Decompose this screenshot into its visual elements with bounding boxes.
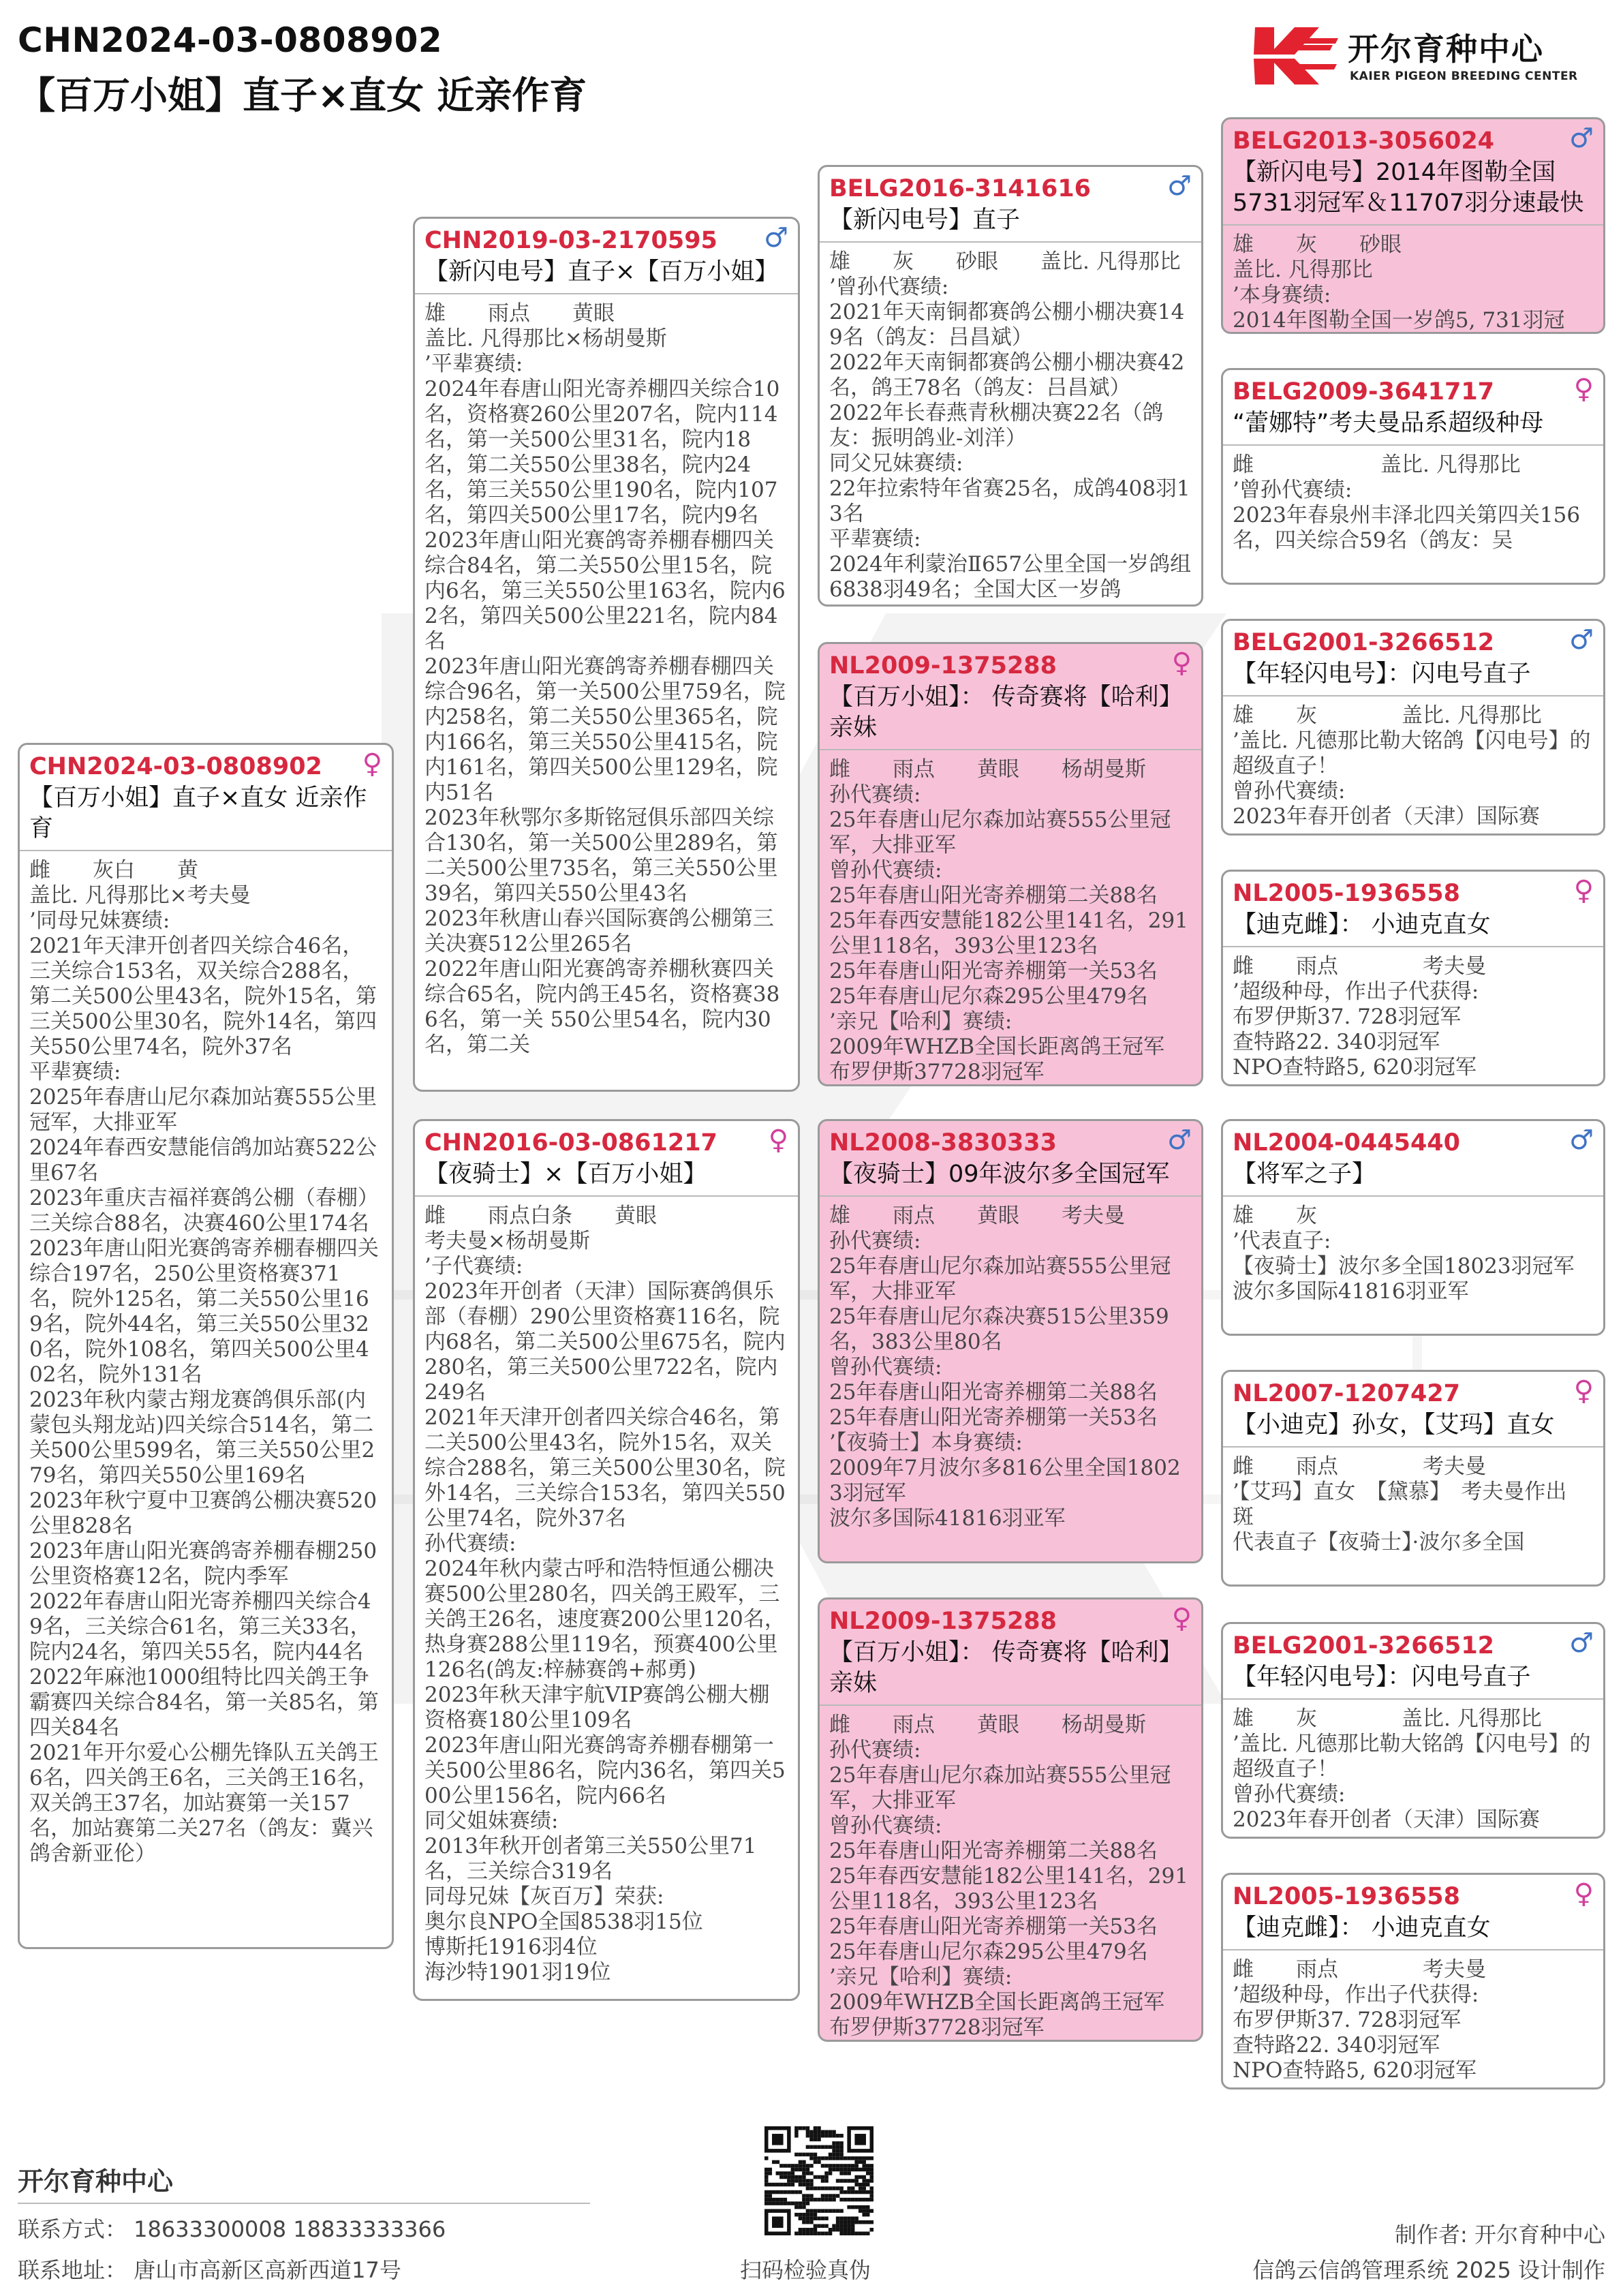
ring-number[interactable]: NL2009-1375288	[829, 652, 1057, 679]
detail-line: 2021年天南铜都赛鸽公棚小棚决赛149名（鸽友：吕昌斌）	[829, 300, 1185, 350]
card-header	[1223, 1624, 1603, 1700]
detail-line: 曾孙代赛绩:	[829, 858, 942, 883]
detail-line: 波尔多国际41816羽亚军	[829, 1506, 1066, 1531]
card-details	[1223, 947, 1603, 1080]
bird-name: 【将军之子】	[1233, 1161, 1376, 1188]
detail-line: ’曾孙代赛绩:	[1233, 478, 1352, 502]
card-header	[415, 1121, 798, 1197]
bird-name: 【夜骑士】09年波尔多全国冠军	[829, 1161, 1170, 1188]
detail-line: 2023年秋唐山春兴国际赛鸽公棚第三关决赛512公里265名	[424, 906, 774, 956]
card-header	[20, 745, 392, 851]
detail-line: 2022年唐山阳光赛鸽寄养棚秋赛四关综合65名，院内鸽王45名，资格赛386名，第一关 550公里54名，院内30名，第二关	[424, 957, 780, 1057]
card-header	[820, 644, 1201, 750]
detail-line: 2022年长春燕青秋棚决赛22名（鸽友：振明鸽业-刘洋）	[829, 401, 1164, 450]
detail-line: 2024年春西安慧能信鸽加站赛522公里67名	[29, 1135, 377, 1185]
brand-name-en: KAIER PIGEON BREEDING CENTER	[1350, 70, 1578, 83]
detail-line: 25年春唐山尼尔森加站赛555公里冠军，大排亚军	[829, 1254, 1171, 1304]
detail-line: 曾孙代赛绩:	[1233, 779, 1346, 803]
detail-line: 25年春唐山尼尔森295公里479名	[829, 984, 1148, 1009]
card-details	[1223, 1700, 1603, 1833]
detail-line: 查特路22. 340羽冠军	[1233, 2033, 1440, 2057]
detail-line: 2024年春唐山阳光寄养棚四关综合10名，资格赛260公里207名，院内114名，第一关500公里31名，院内18名，第二关550公里38名，院内24名，第三关550公里190名，院内107名，第四关500公里17名，院内9名	[424, 377, 780, 527]
card-header	[1223, 370, 1603, 446]
card-details	[415, 294, 798, 1058]
card-details	[1223, 697, 1603, 829]
card-header	[1223, 1121, 1603, 1197]
bird-name: 【年轻闪电号】：闪电号直子	[1233, 660, 1531, 688]
detail-line: 盖比. 凡得那比	[1233, 258, 1373, 282]
bird-name: 【年轻闪电号】：闪电号直子	[1233, 1664, 1531, 1691]
detail-line: 25年春西安慧能182公里141名，291公里118名，393公里123名	[829, 908, 1188, 958]
detail-line: 25年春唐山尼尔森决赛515公里359名，383公里80名	[829, 1304, 1169, 1354]
detail-line: 25年春唐山阳光寄养棚第二关88名	[829, 1380, 1158, 1405]
male-icon: ♂	[1167, 170, 1192, 202]
detail-line: 2013年秋开创者第三关550公里71名，三关综合319名	[424, 1834, 757, 1884]
detail-line: ’超级种母，作出子代获得:	[1233, 979, 1479, 1004]
footer-address: 联系地址： 唐山市高新区高新西道17号	[18, 2257, 401, 2283]
detail-line: 同父兄妹赛绩:	[829, 451, 963, 476]
detail-line: 雌 雨点 考夫曼	[1233, 954, 1486, 979]
ring-number[interactable]: BELG2013-3056024	[1233, 127, 1495, 155]
detail-line: 雌 雨点 考夫曼	[1233, 1957, 1486, 1982]
detail-line: 25年春西安慧能182公里141名，291公里118名，393公里123名	[829, 1864, 1188, 1914]
detail-line: 盖比. 凡得那比×考夫曼	[29, 883, 251, 908]
detail-line: 25年春唐山尼尔森295公里479名	[829, 1940, 1148, 1964]
card-details	[415, 1197, 798, 1985]
ring-number[interactable]: NL2005-1936558	[1233, 1883, 1461, 1910]
detail-line: 雄 灰 砂眼 盖比. 凡得那比	[829, 249, 1181, 274]
detail-line: 雌 雨点白条 黄眼	[424, 1204, 657, 1228]
detail-line: 25年春唐山尼尔森加站赛555公里冠军，大排亚军	[829, 1763, 1171, 1813]
card-details	[1223, 1448, 1603, 1555]
female-icon: ♀	[1171, 1603, 1192, 1634]
detail-line: 2022年天南铜都赛鸽公棚小棚决赛42名，鸽王78名（鸽友：吕昌斌）	[829, 350, 1185, 400]
ring-number[interactable]: NL2008-3830333	[829, 1129, 1057, 1157]
detail-line: 代表直子【夜骑士】·波尔多全国	[1233, 1530, 1525, 1555]
detail-line: 波尔多国际41816羽亚军	[1233, 1279, 1469, 1304]
pedigree-card-dsd	[1221, 1370, 1605, 1587]
detail-line: 布罗伊斯37. 728羽冠军	[1233, 2008, 1462, 2032]
card-header	[820, 1121, 1201, 1197]
pedigree-card-dam-dam	[818, 1597, 1203, 2042]
detail-line: 雄 雨点 黄眼	[424, 301, 615, 326]
female-icon: ♀	[362, 748, 382, 780]
kaier-logo-icon	[1251, 25, 1340, 87]
card-header	[1223, 872, 1603, 947]
card-details	[820, 243, 1201, 602]
detail-line: 雌 灰白 黄	[29, 858, 198, 883]
male-icon: ♂	[764, 222, 788, 254]
detail-line: ’【夜骑士】本身赛绩:	[829, 1430, 1023, 1455]
pedigree-card-dds	[1221, 1622, 1605, 1839]
bird-name: 【夜骑士】×【百万小姐】	[424, 1161, 707, 1188]
detail-line: 盖比. 凡得那比×杨胡曼斯	[424, 326, 667, 351]
bird-name: 【迪克雌】： 小迪克直女	[1233, 911, 1491, 938]
detail-line: 22年拉索特年省赛25名，成鸽408羽13名	[829, 476, 1190, 526]
detail-line: ’曾孙代赛绩:	[829, 275, 949, 299]
detail-line: ’子代赛绩:	[424, 1254, 523, 1279]
female-icon: ♀	[1573, 1375, 1594, 1407]
detail-line: 曾孙代赛绩:	[1233, 1782, 1346, 1807]
detail-line: 曾孙代赛绩:	[829, 1355, 942, 1379]
pedigree-ring-number: CHN2024-03-0808902	[18, 20, 443, 60]
bird-name: 【迪克雌】： 小迪克直女	[1233, 1914, 1491, 1942]
detail-line: 雄 灰	[1233, 1204, 1317, 1228]
card-details	[820, 1197, 1201, 1531]
card-header	[415, 219, 798, 294]
detail-line: 2009年WHZB全国长距离鸽王冠军	[829, 1035, 1165, 1059]
detail-line: 2022年春唐山阳光寄养棚四关综合49名，三关综合61名，第三关33名，院内24名，第四关55名，院内44名	[29, 1589, 371, 1664]
detail-line: ’本身赛绩:	[1233, 283, 1331, 307]
brand-logo	[1251, 20, 1605, 95]
detail-line: 雌 雨点 考夫曼	[1233, 1454, 1486, 1479]
detail-line: 奥尔良NPO全国8538羽15位	[424, 1910, 703, 1934]
detail-line: 布罗伊斯37. 728羽冠军	[1233, 1005, 1462, 1029]
pedigree-card-sire-dam	[818, 642, 1203, 1086]
detail-line: 25年春唐山阳光寄养棚第二关88名	[829, 1839, 1158, 1863]
detail-line: 【夜骑士】波尔多全国18023羽冠军	[1233, 1254, 1575, 1279]
female-icon: ♀	[768, 1124, 788, 1156]
detail-line: 2022年麻池1000组特比四关鸽王争霸赛四关综合84名，第一关85名，第四关84名	[29, 1665, 379, 1740]
card-details	[820, 750, 1201, 1085]
footer-maker: 制作者: 开尔育种中心	[1395, 2222, 1605, 2248]
card-details	[1223, 1197, 1603, 1304]
detail-line: 2023年秋宁夏中卫赛鸽公棚决赛520公里828名	[29, 1488, 377, 1538]
pedigree-card-sss	[1221, 117, 1605, 334]
detail-line: 平辈赛绩:	[29, 1060, 121, 1084]
card-details	[820, 1706, 1201, 2040]
male-icon: ♂	[1569, 1627, 1594, 1659]
detail-line: 曾孙代赛绩:	[829, 1813, 942, 1838]
detail-line: 2023年秋内蒙古翔龙赛鸽俱乐部(内蒙包头翔龙站)四关综合514名，第二关500公里599名，第三关550公里279名，第四关550公里169名	[29, 1388, 375, 1488]
detail-line: 查特路22. 340羽冠军	[1233, 1030, 1440, 1054]
male-icon: ♂	[1569, 624, 1594, 656]
female-icon: ♀	[1573, 373, 1594, 405]
detail-line: 雌 雨点 黄眼 杨胡曼斯	[829, 1713, 1146, 1737]
detail-line: NPO查特路5, 620羽冠军	[1233, 1055, 1477, 1080]
pedigree-card-sdd	[1221, 870, 1605, 1086]
card-details	[20, 851, 392, 1867]
ring-number[interactable]: BELG2016-3141616	[829, 175, 1092, 202]
ring-number[interactable]: NL2009-1375288	[829, 1608, 1057, 1635]
pedigree-card-self	[18, 743, 394, 1949]
ring-number[interactable]: NL2005-1936558	[1233, 880, 1461, 907]
detail-line: 25年春唐山阳光寄养棚第一关53名	[829, 1405, 1158, 1430]
detail-line: 雄 灰 盖比. 凡得那比	[1233, 1706, 1542, 1731]
detail-line: 2024年利蒙治Ⅱ657公里全国一岁鸽组6838羽49名；全国大区一岁鸽	[829, 552, 1192, 602]
detail-line: 2023年唐山阳光赛鸽寄养棚春棚四关综合96名，第一关500公里759名，院内258名，第二关550公里365名，院内166名，第三关550公里415名，院内161名，第四关500公里129名，院内51名	[424, 654, 786, 805]
card-header	[1223, 621, 1603, 697]
detail-line: 25年春唐山阳光寄养棚第一关53名	[829, 1914, 1158, 1939]
pedigree-card-dss	[1221, 1119, 1605, 1336]
bird-name: 【百万小姐】： 传奇赛将【哈利】亲妹	[829, 1639, 1183, 1697]
female-icon: ♀	[1573, 1878, 1594, 1910]
ring-number[interactable]: BELG2009-3641717	[1233, 378, 1495, 405]
male-icon: ♂	[1167, 1124, 1192, 1156]
detail-line: 2023年秋天津宇航VIP赛鸽公棚大棚资格赛180公里109名	[424, 1683, 770, 1732]
detail-line: 博斯托1916羽4位	[424, 1935, 598, 1959]
detail-line: 25年春唐山尼尔森加站赛555公里冠军，大排亚军	[829, 808, 1171, 857]
detail-line: 2021年天津开创者四关综合46名，三关综合153名，双关综合288名，第二关500公里43名，院外15名，第三关500公里30名，院外14名，第四关550公里74名，院外37名	[29, 934, 377, 1059]
detail-line: 雄 灰 砂眼	[1233, 232, 1402, 257]
detail-line: 25年春唐山阳光寄养棚第一关53名	[829, 959, 1158, 983]
bird-name: 【新闪电号】直子	[829, 206, 1021, 234]
detail-line: 同母兄妹【灰百万】荣获:	[424, 1884, 664, 1909]
detail-line: 孙代赛绩:	[424, 1531, 516, 1556]
ring-number[interactable]: BELG2001-3266512	[1233, 1632, 1495, 1659]
bird-name: 【新闪电号】直子×【百万小姐】	[424, 258, 779, 286]
detail-line: 平辈赛绩:	[829, 527, 921, 551]
ring-number[interactable]: CHN2024-03-0808902	[29, 753, 322, 780]
detail-line: ’平辈赛绩:	[424, 352, 523, 376]
detail-line: 考夫曼×杨胡曼斯	[424, 1229, 590, 1253]
detail-line: 孙代赛绩:	[829, 782, 921, 807]
detail-line: 2023年春开创者（天津）国际赛	[1233, 1807, 1540, 1832]
detail-line: 2014年图勒全国一岁鸽5, 731羽冠	[1233, 308, 1565, 333]
male-icon: ♂	[1569, 123, 1594, 154]
detail-line: ’【艾玛】直女 【黛慕】 考夫曼作出 斑	[1233, 1480, 1588, 1529]
card-header	[1223, 1875, 1603, 1950]
bird-name: 【百万小姐】直子×直女 近亲作育	[29, 784, 367, 842]
detail-line: 孙代赛绩:	[829, 1229, 921, 1253]
detail-line: 2023年唐山阳光赛鸽寄养棚春棚四关综合197名，250公里资格赛371名，院外125名，第二关550公里169名，院外44名，第三关550公里320名，院外108名，第四关500公里402名，院外131名	[29, 1236, 379, 1387]
male-icon: ♂	[1569, 1124, 1594, 1156]
ring-number[interactable]: NL2007-1207427	[1233, 1380, 1461, 1407]
footer-org-name: 开尔育种中心	[18, 2167, 174, 2196]
verification-qr-code[interactable]	[764, 2126, 874, 2235]
card-header	[1223, 1372, 1603, 1448]
footer-phone: 联系方式： 18633300008 18833333366	[18, 2216, 446, 2242]
detail-line: 2024年秋内蒙古呼和浩特恒通公棚决赛500公里280名，四关鸽王殿军，三关鸽王26名，速度赛200公里120名，热身赛288公里119名，预赛400公里126名(鸽友:梓赫赛鸽+郝勇)	[424, 1557, 786, 1682]
detail-line: 雄 灰 盖比. 凡得那比	[1233, 703, 1542, 728]
detail-line: 2025年春唐山尼尔森加站赛555公里冠军，大排亚军	[29, 1085, 377, 1135]
female-icon: ♀	[1573, 875, 1594, 906]
ring-number[interactable]: NL2004-0445440	[1233, 1129, 1461, 1157]
pedigree-card-dam-sire	[818, 1119, 1203, 1563]
detail-line: 2023年重庆吉福祥赛鸽公棚（春棚）三关综合88名，决赛460公里174名	[29, 1186, 379, 1236]
detail-line: ’盖比. 凡德那比勒大铭鸽【闪电号】的超级直子！	[1233, 1732, 1591, 1781]
detail-line: 2023年唐山阳光赛鸽寄养棚春棚四关综合84名，第二关550公里15名，院内6名，第三关550公里163名，院内62名，第四关500公里221名，院内84名	[424, 528, 786, 654]
ring-number[interactable]: CHN2019-03-2170595	[424, 227, 717, 254]
detail-line: 孙代赛绩:	[829, 1738, 921, 1762]
ring-number[interactable]: BELG2001-3266512	[1233, 629, 1495, 656]
detail-line: 2021年天津开创者四关综合46名，第二关500公里43名，院外15名，双关综合288名，第三关500公里30名，院外14名，三关综合153名，第四关550公里74名，院外37名	[424, 1405, 786, 1531]
detail-line: 2023年开创者（天津）国际赛鸽俱乐部（春棚）290公里资格赛116名，院内68名，第二关500公里675名，院内280名，第三关500公里722名，院内249名	[424, 1279, 786, 1405]
detail-line: 雌 盖比. 凡得那比	[1233, 453, 1521, 477]
pedigree-card-ddd	[1221, 1873, 1605, 2090]
female-icon: ♀	[1171, 647, 1192, 679]
pedigree-card-sds	[1221, 619, 1605, 836]
detail-line: 2009年WHZB全国长距离鸽王冠军	[829, 1990, 1165, 2015]
card-header	[820, 1599, 1201, 1706]
detail-line: 2023年唐山阳光赛鸽寄养棚春棚250公里资格赛12名，院内季军	[29, 1539, 377, 1589]
detail-line: ’代表直子:	[1233, 1229, 1331, 1253]
detail-line: 雌 雨点 黄眼 杨胡曼斯	[829, 757, 1146, 782]
bird-name: “蕾娜特”考夫曼品系超级种母	[1233, 410, 1544, 437]
pedigree-title: 【百万小姐】直子×直女 近亲作育	[18, 74, 587, 117]
pedigree-card-sire-sire	[818, 165, 1203, 607]
footer-divider	[18, 2203, 590, 2204]
pedigree-card-ssd	[1221, 368, 1605, 585]
detail-line: 同父姐妹赛绩:	[424, 1809, 559, 1833]
card-details	[1223, 1950, 1603, 2083]
detail-line: NPO查特路5, 620羽冠军	[1233, 2058, 1477, 2083]
detail-line: 海沙特1901羽19位	[424, 1960, 611, 1985]
detail-line: 布罗伊斯37728羽冠军	[829, 2015, 1045, 2040]
detail-line: 雄 雨点 黄眼 考夫曼	[829, 1204, 1125, 1228]
brand-name-cn: 开尔育种中心	[1348, 31, 1544, 67]
detail-line: 2023年唐山阳光赛鸽寄养棚春棚第一关500公里86名，院内36名，第四关500公里156名，院内66名	[424, 1733, 786, 1808]
card-details	[1223, 446, 1603, 553]
footer-system: 信鸽云信鸽管理系统 2025 设计制作	[1252, 2257, 1605, 2283]
detail-line: ’亲兄【哈利】赛绩:	[829, 1965, 1013, 1989]
detail-line: ’超级种母，作出子代获得:	[1233, 1983, 1479, 2007]
qr-label: 扫码检验真伪	[740, 2257, 871, 2283]
card-details	[1223, 226, 1603, 333]
card-header	[1223, 119, 1603, 226]
detail-line: 2021年开尔爱心公棚先锋队五关鸽王6名，四关鸽王6名，三关鸽王16名，双关鸽王37名，加站赛第一关157名，加站赛第二关27名（鸽友：冀兴鸽舍新亚伦）	[29, 1741, 379, 1866]
detail-line: ’同母兄妹赛绩:	[29, 908, 170, 933]
pedigree-card-dam	[413, 1119, 800, 2001]
bird-name: 【新闪电号】2014年图勒全国5731羽冠军＆11707羽分速最快	[1233, 159, 1584, 217]
ring-number[interactable]: CHN2016-03-0861217	[424, 1129, 717, 1157]
detail-line: 2023年秋鄂尔多斯铭冠俱乐部四关综合130名，第一关500公里289名，第二关500公里735名，第三关550公里39名，第四关550公里43名	[424, 806, 778, 906]
detail-line: 2023年春开创者（天津）国际赛	[1233, 804, 1540, 829]
detail-line: ’盖比. 凡德那比勒大铭鸽【闪电号】的超级直子！	[1233, 729, 1591, 778]
pedigree-card-sire	[413, 217, 800, 1092]
bird-name: 【百万小姐】： 传奇赛将【哈利】亲妹	[829, 684, 1183, 741]
detail-line: 25年春唐山阳光寄养棚第二关88名	[829, 883, 1158, 908]
card-header	[820, 167, 1201, 243]
detail-line: 布罗伊斯37728羽冠军	[829, 1060, 1045, 1084]
bird-name: 【小迪克】孙女，【艾玛】直女	[1233, 1411, 1555, 1439]
detail-line: 2009年7月波尔多816公里全国18023羽冠军	[829, 1456, 1181, 1505]
detail-line: ’亲兄【哈利】赛绩:	[829, 1009, 1013, 1034]
detail-line: 2023年春泉州丰泽北四关第四关156名，四关综合59名（鸽友：吴	[1233, 503, 1581, 553]
